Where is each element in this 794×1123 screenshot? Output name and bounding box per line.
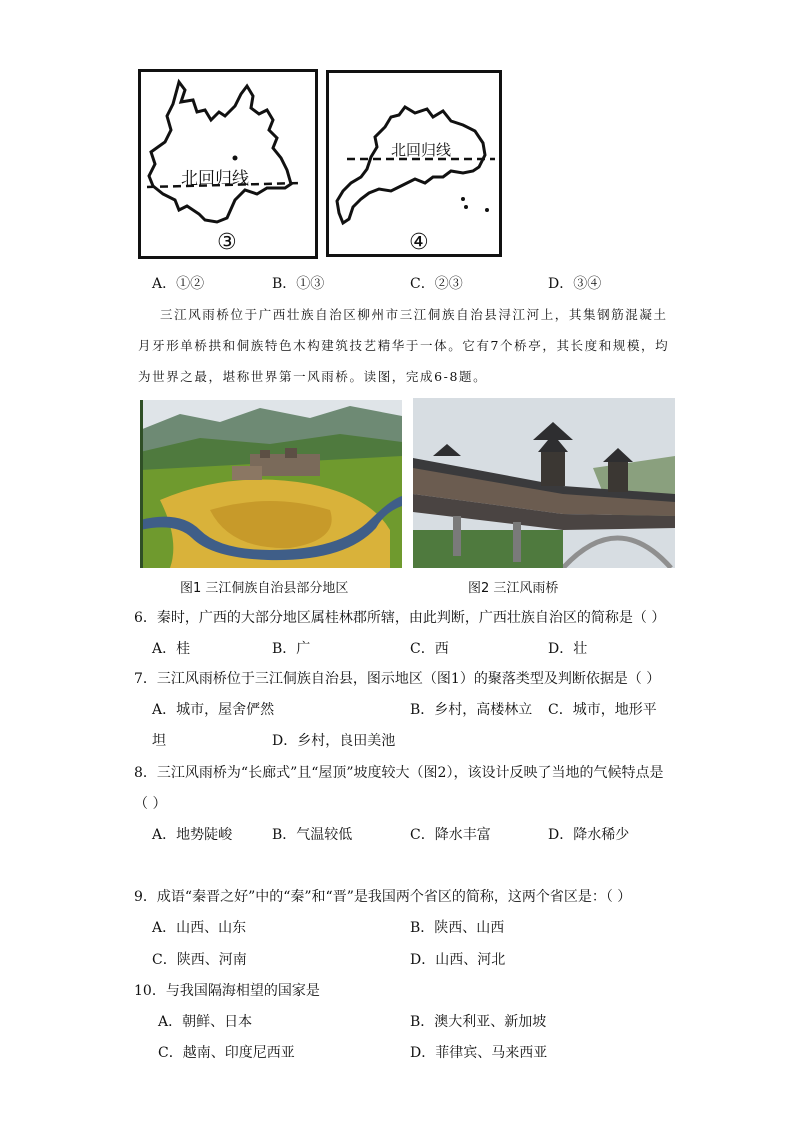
map-number: ④ (409, 230, 429, 255)
q5-option-c: C．②③ (410, 276, 463, 292)
q5-option-a: A．①② (152, 276, 205, 292)
q9-option-d: D．山西、河北 (410, 952, 506, 968)
q6-option-b: B．广 (272, 641, 311, 657)
map-yunnan (138, 69, 318, 259)
q5-option-d: D．③④ (548, 276, 602, 292)
figure1-photo (140, 400, 402, 568)
q10-stem: 10．与我国隔海相望的国家是 (134, 983, 320, 999)
q8-stem-continued: （ ） (134, 796, 167, 812)
q8-stem: 8．三江风雨桥为“长廊式”且“屋顶”坡度较大（图2），该设计反映了当地的气候特点是 (134, 765, 664, 781)
q9-option-b: B．陕西、山西 (410, 920, 505, 936)
map-number: ③ (217, 230, 237, 255)
q9-option-c: C．陕西、河南 (152, 952, 247, 968)
tropic-of-cancer-label: 北回归线 (391, 141, 452, 159)
q6-option-c: C．西 (410, 641, 449, 657)
q9-option-a: A．山西、山东 (152, 920, 247, 936)
q7-stem: 7．三江风雨桥位于三江侗族自治县，图示地区（图1）的聚落类型及判断依据是（ ） (134, 671, 661, 687)
q8-option-a: A．地势陡峻 (152, 827, 233, 843)
figure2-caption: 图2 三江风雨桥 (468, 581, 559, 596)
q8-option-d: D．降水稀少 (548, 827, 630, 843)
q7-option-b: B．乡村，高楼林立 (410, 702, 533, 718)
intro-line-3: 为世界之最，堪称世界第一风雨桥。读图，完成6-8题。 (138, 369, 488, 384)
q9-stem: 9．成语“秦晋之好”中的“秦”和“晋”是我国两个省区的简称，这两个省区是：（ ） (134, 889, 632, 905)
q8-option-b: B．气温较低 (272, 827, 353, 843)
q7-option-a: A．城市，屋舍俨然 (152, 702, 275, 718)
q7-option-d: D．乡村，良田美池 (272, 733, 396, 749)
q6-option-d: D．壮 (548, 641, 588, 657)
q10-option-b: B．澳大利亚、新加坡 (410, 1014, 547, 1030)
guangdong-outline (329, 73, 499, 254)
q10-option-d: D．菲律宾、马来西亚 (410, 1045, 548, 1061)
figure1-caption: 图1 三江侗族自治县部分地区 (180, 581, 349, 596)
q7-option-c-continued: 坦 (152, 733, 166, 749)
intro-line-1: 三江风雨桥位于广西壮族自治区柳州市三江侗族自治县浔江河上，其集钢筋混凝土 (160, 307, 668, 322)
q10-option-a: A．朝鲜、日本 (158, 1014, 253, 1030)
q6-stem: 6．秦时，广西的大部分地区属桂林郡所辖，由此判断，广西壮族自治区的简称是（ ） (134, 610, 666, 626)
q6-option-a: A．桂 (152, 641, 191, 657)
q5-option-b: B．①③ (272, 276, 325, 292)
tropic-of-cancer-label: 北回归线 (181, 169, 249, 189)
q8-option-c: C．降水丰富 (410, 827, 491, 843)
map-guangdong (326, 70, 502, 257)
q7-option-c: C．城市，地形平 (548, 702, 657, 718)
q10-option-c: C．越南、印度尼西亚 (158, 1045, 295, 1061)
figure2-photo (413, 398, 675, 568)
intro-line-2: 月牙形单桥拱和侗族特色木构建筑技艺精华于一体。它有7个桥亭，其长度和规模，均 (138, 338, 670, 353)
